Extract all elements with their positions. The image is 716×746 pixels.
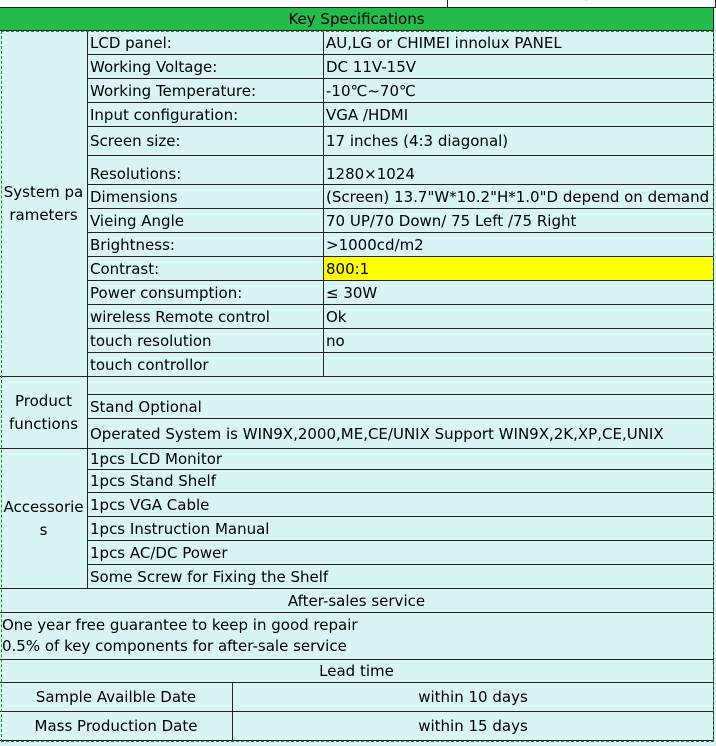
- sample-date-label: Sample Availble Date: [0, 683, 233, 712]
- spec-value-7: (Screen) 13.7"W*10.2"H*1.0"D depend on demand: [324, 185, 714, 209]
- mass-date-value: within 15 days: [233, 712, 714, 741]
- accessory-row-6: Some Screw for Fixing the Shelf: [88, 565, 714, 589]
- spec-label-9: Brightness:: [88, 233, 324, 257]
- top-row-right-text: [559, 0, 604, 2]
- accessory-row-3: 1pcs VGA Cable: [88, 493, 714, 517]
- after-sales-line-2: 0.5% of key components for after-sale service: [2, 637, 347, 655]
- spec-value-5: 17 inches (4:3 diagonal): [324, 127, 714, 156]
- top-row-left: [0, 0, 448, 8]
- sample-date-value: within 10 days: [233, 683, 714, 712]
- spec-value-1: AU,LG or CHIMEI innolux PANEL: [324, 31, 714, 55]
- spec-value-6: 1280×1024: [324, 156, 714, 185]
- key-specifications-title: Key Specifications: [0, 8, 714, 31]
- spec-label-6: Resolutions:: [88, 156, 324, 185]
- system-parameters-text: System parameters: [3, 182, 84, 224]
- system-parameters-label: [0, 31, 88, 377]
- spec-label-14: touch controllor: [88, 353, 324, 377]
- after-sales-title: After-sales service: [0, 589, 714, 613]
- lead-time-title: Lead time: [0, 660, 714, 683]
- top-row-left-text: [208, 0, 240, 2]
- spec-label-3: Working Temperature:: [88, 79, 324, 103]
- spec-value-12: Ok: [324, 305, 714, 329]
- spec-value-11: ≤ 30W: [324, 281, 714, 305]
- spec-label-10: Contrast:: [88, 257, 324, 281]
- product-functions-label: [0, 377, 88, 449]
- spec-value-4: VGA /HDMI: [324, 103, 714, 127]
- spec-label-2: Working Voltage:: [88, 55, 324, 79]
- accessory-row-5: 1pcs AC/DC Power: [88, 541, 714, 565]
- accessory-row-4: 1pcs Instruction Manual: [88, 517, 714, 541]
- after-sales-lines: [0, 613, 714, 660]
- spec-label-12: wireless Remote control: [88, 305, 324, 329]
- spec-label-1: LCD panel:: [88, 31, 324, 55]
- spec-label-4: Input configuration:: [88, 103, 324, 127]
- spec-label-5: Screen size:: [88, 127, 324, 156]
- product-row-1: [88, 377, 714, 395]
- product-row-2: Stand Optional: [88, 395, 714, 419]
- product-row-3: Operated System is WIN9X,2000,ME,CE/UNIX Support WIN9X,2K,XP,CE,UNIX: [88, 419, 714, 449]
- spec-value-2: DC 11V-15V: [324, 55, 714, 79]
- spec-value-8: 70 UP/70 Down/ 75 Left /75 Right: [324, 209, 714, 233]
- product-functions-text: Product functions: [8, 391, 79, 433]
- spec-value-13: no: [324, 329, 714, 353]
- top-row-right: [448, 0, 716, 8]
- spec-label-13: touch resolution: [88, 329, 324, 353]
- accessory-row-1: 1pcs LCD Monitor: [88, 449, 714, 470]
- accessory-row-2: 1pcs Stand Shelf: [88, 470, 714, 493]
- spec-label-11: Power consumption:: [88, 281, 324, 305]
- spec-label-8: Vieing Angle: [88, 209, 324, 233]
- mass-date-label: Mass Production Date: [0, 712, 233, 741]
- accessories-label: [0, 449, 88, 589]
- spec-value-9: >1000cd/m2: [324, 233, 714, 257]
- spec-value-14: [324, 353, 714, 377]
- after-sales-line-1: One year free guarantee to keep in good repair: [2, 616, 358, 634]
- spec-value-3: -10℃~70℃: [324, 79, 714, 103]
- accessories-text: Accessories: [3, 497, 84, 539]
- spec-label-7: Dimensions: [88, 185, 324, 209]
- spec-value-10: 800:1: [324, 257, 714, 281]
